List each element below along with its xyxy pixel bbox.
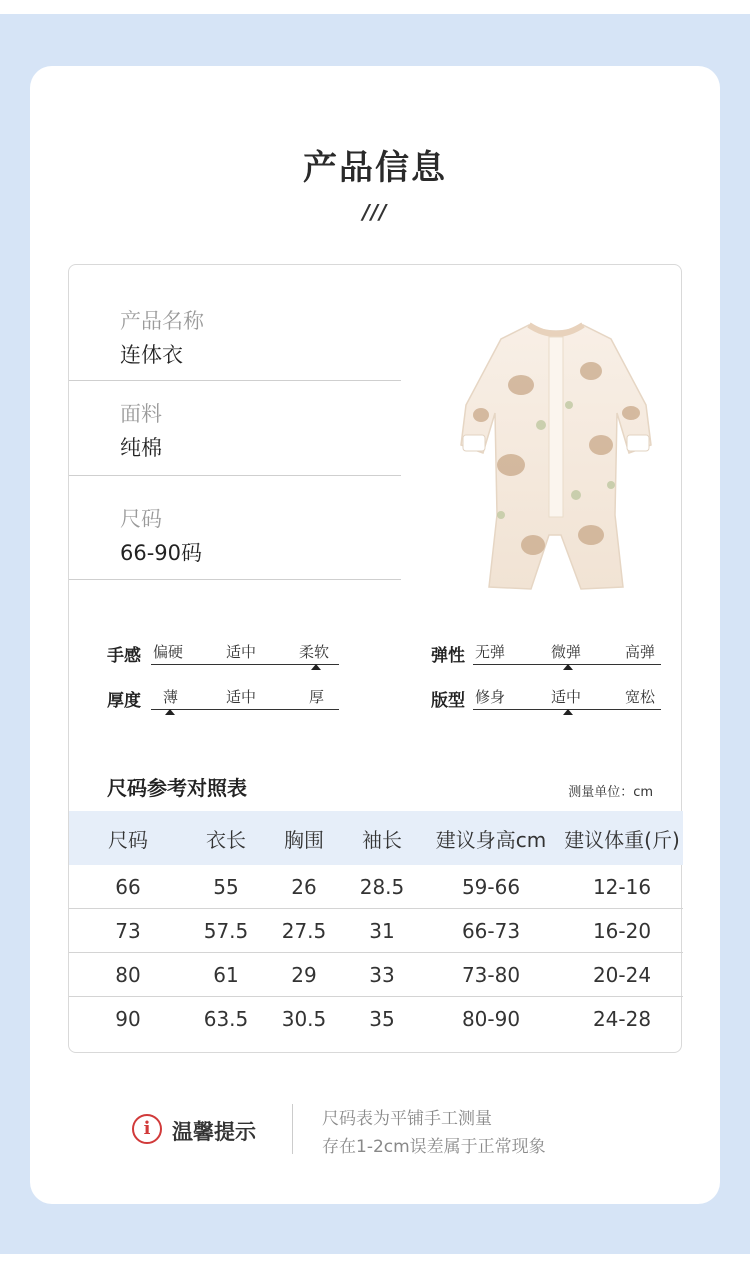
column-header: 衣长 (206, 827, 246, 852)
tip-text: 尺码表为平铺手工测量 (322, 1109, 492, 1129)
column-header: 胸围 (284, 827, 324, 852)
table-cell: 20-24 (592, 962, 652, 987)
table-cell: 28.5 (359, 874, 405, 899)
divider (292, 1104, 293, 1154)
scale-option: 厚 (309, 688, 325, 706)
info-icon: i (132, 1114, 162, 1144)
scale-option: 偏硬 (153, 643, 184, 661)
table-cell: 57.5 (203, 918, 249, 943)
column-header: 建议身高cm (435, 827, 547, 852)
title-decoration: /// (362, 200, 388, 224)
scale-track (473, 633, 661, 665)
scale-option: 适中 (226, 643, 257, 661)
table-cell: 61 (213, 962, 239, 987)
table-cell: 55 (213, 874, 239, 899)
page-title: 产品信息 (303, 148, 447, 188)
scale-option: 适中 (551, 688, 582, 706)
table-cell: 80 (115, 962, 141, 987)
table-cell: 33 (369, 962, 395, 987)
table-cell: 12-16 (592, 874, 652, 899)
table-cell: 26 (291, 874, 317, 899)
scale-option: 高弹 (625, 643, 656, 661)
attribute-thickness (107, 678, 339, 718)
info-label: 产品名称 (120, 309, 204, 333)
scale-marker (563, 709, 573, 715)
scale-track (151, 633, 339, 665)
attribute-name: 弹性 (431, 646, 465, 666)
attribute-name: 版型 (431, 691, 465, 711)
table-row (69, 909, 683, 953)
column-header: 袖长 (362, 827, 402, 852)
scale-marker (311, 664, 321, 670)
divider (69, 579, 401, 580)
scale-option: 薄 (163, 688, 179, 706)
info-value: 连体衣 (120, 343, 183, 367)
attribute-feel (107, 633, 339, 673)
scale-track (473, 678, 661, 710)
product-image (441, 295, 671, 595)
attribute-name: 手感 (107, 646, 141, 666)
product-panel (68, 264, 682, 1053)
unit-note: 测量单位：cm (568, 785, 653, 800)
table-cell: 73-80 (461, 962, 521, 987)
tips-title: 温馨提示 (172, 1120, 256, 1144)
table-cell: 66 (115, 874, 141, 899)
tip-text: 存在1-2cm误差属于正常现象 (322, 1137, 546, 1157)
table-row (69, 997, 683, 1041)
table-row (69, 865, 683, 909)
table-cell: 66-73 (461, 918, 521, 943)
scale-option: 柔软 (299, 643, 330, 661)
table-cell: 90 (115, 1007, 141, 1031)
info-label: 尺码 (120, 507, 162, 531)
size-chart-title: 尺码参考对照表 (107, 776, 247, 800)
table-header (69, 811, 683, 865)
scale-option: 宽松 (625, 688, 656, 706)
table-cell: 31 (369, 918, 395, 943)
info-label: 面料 (120, 402, 162, 426)
scale-marker (165, 709, 175, 715)
scale-option: 修身 (475, 688, 506, 706)
attribute-fit (431, 678, 663, 718)
scale-marker (563, 664, 573, 670)
table-cell: 80-90 (461, 1007, 521, 1031)
column-header: 尺码 (108, 827, 148, 852)
scale-option: 微弹 (551, 643, 582, 661)
divider (69, 380, 401, 381)
table-cell: 27.5 (281, 918, 327, 943)
scale-option: 无弹 (475, 643, 506, 661)
table-cell: 16-20 (592, 918, 652, 943)
divider (69, 475, 401, 476)
table-cell: 73 (115, 918, 141, 943)
table-cell: 29 (291, 962, 317, 987)
column-header: 建议体重(斤) (564, 827, 680, 852)
size-table (69, 811, 683, 1041)
table-cell: 24-28 (592, 1007, 652, 1031)
table-cell: 30.5 (281, 1007, 327, 1031)
scale-option: 适中 (226, 688, 257, 706)
table-cell: 35 (369, 1007, 395, 1031)
table-cell: 59-66 (461, 874, 521, 899)
scale-track (151, 678, 339, 710)
info-value: 66-90码 (120, 541, 203, 565)
attribute-name: 厚度 (107, 691, 141, 711)
attribute-elasticity (431, 633, 663, 673)
table-row (69, 953, 683, 997)
table-cell: 63.5 (203, 1007, 249, 1031)
info-value: 纯棉 (120, 436, 162, 460)
